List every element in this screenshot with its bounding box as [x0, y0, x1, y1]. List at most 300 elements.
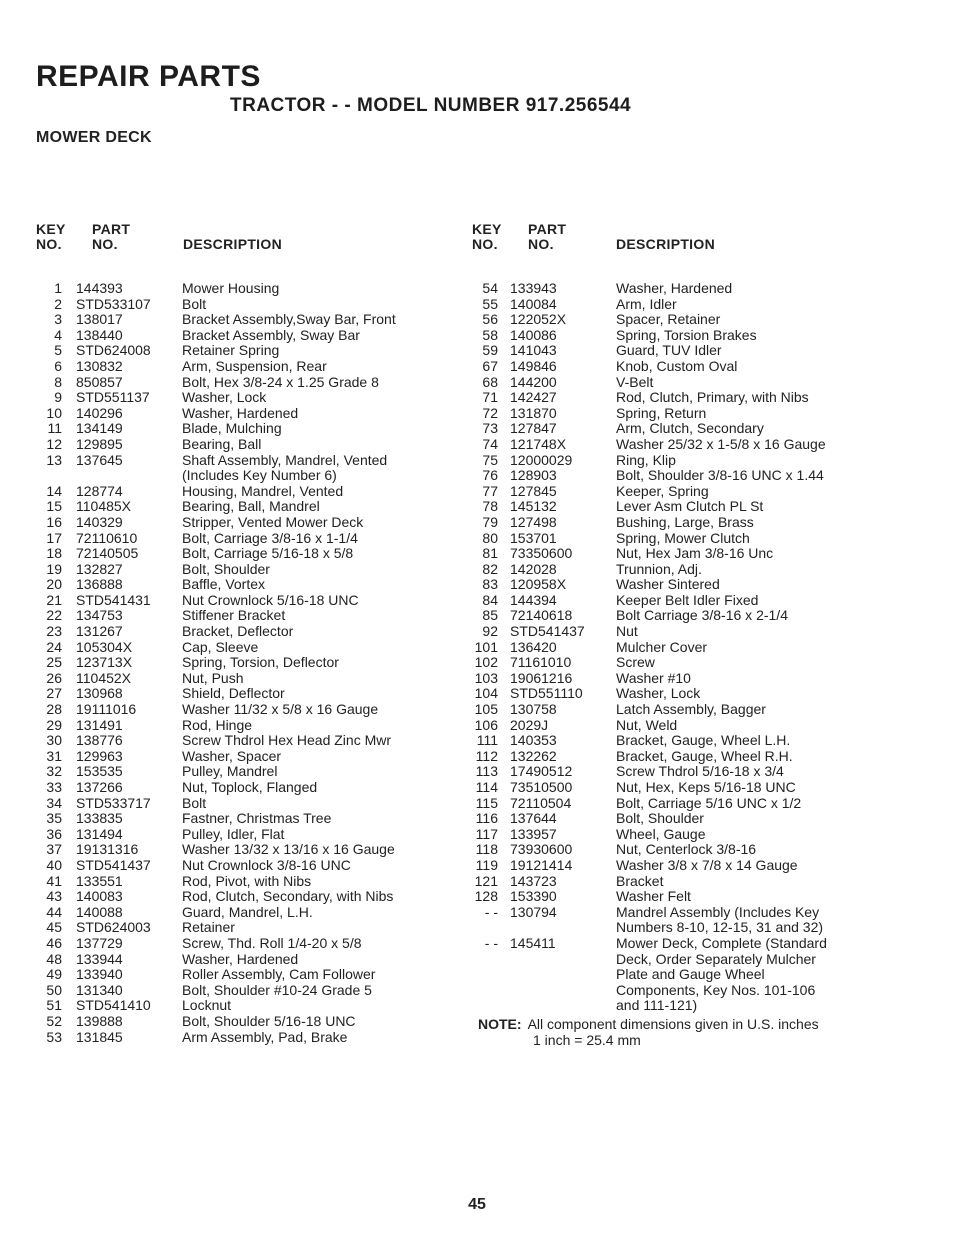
part-number: 133835	[76, 810, 123, 827]
parts-row	[36, 655, 456, 671]
parts-row	[474, 281, 914, 297]
key-number: 14	[46, 482, 62, 499]
parts-row	[36, 858, 456, 874]
key-number: 21	[46, 591, 62, 608]
parts-row	[474, 421, 914, 437]
key-number: 31	[46, 747, 62, 764]
part-description: Retainer	[182, 919, 235, 936]
section-heading: MOWER DECK	[36, 129, 152, 146]
part-description: Bolt, Shoulder	[182, 560, 270, 577]
parts-row	[474, 297, 914, 313]
key-number: 12	[46, 435, 62, 452]
part-number: 19121414	[510, 856, 573, 873]
parts-row	[474, 437, 914, 453]
part-number: 72110504	[510, 794, 572, 811]
part-description: V-Belt	[616, 373, 654, 390]
key-number: 43	[46, 888, 62, 905]
part-number: 153701	[510, 529, 557, 546]
part-number: 145132	[510, 498, 557, 515]
parts-row	[474, 702, 914, 718]
parts-row	[36, 281, 456, 297]
part-description: Washer Felt	[616, 888, 691, 905]
parts-row	[36, 437, 456, 453]
key-number: 81	[482, 545, 498, 562]
part-description: Arm Assembly, Pad, Brake	[182, 1028, 348, 1045]
part-description: Washer 13/32 x 13/16 x 16 Gauge	[182, 841, 395, 858]
key-number: 52	[46, 1012, 62, 1029]
key-number: 23	[46, 623, 62, 640]
part-number: 153390	[510, 888, 557, 905]
part-description: Washer #10	[616, 669, 691, 686]
parts-row	[474, 328, 914, 344]
key-number: 44	[46, 903, 62, 920]
parts-row	[36, 1030, 456, 1046]
part-number: 142427	[510, 389, 557, 406]
page-number: 45	[468, 1196, 486, 1213]
parts-row	[36, 531, 456, 547]
part-number: 134149	[76, 420, 123, 437]
part-number: 138017	[76, 311, 123, 328]
part-description: Nut, Centerlock 3/8-16	[616, 841, 757, 858]
parts-row	[36, 593, 456, 609]
key-number: 22	[46, 607, 62, 624]
part-description: Numbers 8-10, 12-15, 31 and 32)	[616, 919, 824, 936]
key-header-bottom: NO.	[36, 236, 62, 252]
key-number: 113	[475, 763, 498, 780]
parts-row	[36, 546, 456, 562]
part-description: Bolt, Shoulder 3/8-16 UNC x 1.44	[616, 467, 824, 484]
part-number: 19111016	[76, 701, 137, 718]
part-description: Bracket, Deflector	[182, 623, 294, 640]
part-description: Bushing, Large, Brass	[616, 513, 754, 530]
parts-row	[36, 468, 456, 484]
parts-row	[474, 546, 914, 562]
key-number: 29	[46, 716, 62, 733]
part-number: 137729	[76, 934, 123, 951]
key-number: 30	[46, 732, 62, 749]
parts-row	[474, 967, 914, 983]
part-number: 120958X	[510, 576, 567, 593]
part-number: 131267	[76, 623, 123, 640]
parts-row	[474, 952, 914, 968]
key-number: 6	[54, 357, 62, 374]
part-description: Locknut	[182, 997, 232, 1014]
parts-row	[36, 375, 456, 391]
parts-row	[474, 608, 914, 624]
part-number: 110485X	[76, 498, 132, 515]
part-number: 132827	[76, 560, 123, 577]
part-description: Arm, Clutch, Secondary	[616, 420, 764, 437]
key-number: 79	[482, 513, 498, 530]
part-description: Bearing, Ball	[182, 435, 262, 452]
part-description: Bolt, Hex 3/8-24 x 1.25 Grade 8	[182, 373, 379, 390]
part-number: 105304X	[76, 638, 133, 655]
part-header-bottom: NO.	[528, 236, 554, 252]
parts-row	[36, 764, 456, 780]
parts-row	[36, 577, 456, 593]
part-description: Housing, Mandrel, Vented	[182, 482, 344, 499]
parts-row	[36, 998, 456, 1014]
part-number: 19061216	[510, 669, 573, 686]
part-description: Bracket Assembly,Sway Bar, Front	[182, 311, 396, 328]
parts-row	[474, 827, 914, 843]
parts-row	[36, 952, 456, 968]
key-number: 55	[482, 295, 498, 312]
key-number: 50	[46, 981, 62, 998]
part-description: Bolt, Shoulder 5/16-18 UNC	[182, 1012, 356, 1029]
part-description: Washer, Hardened	[182, 404, 299, 421]
key-number: 104	[474, 685, 498, 702]
key-number: 112	[475, 747, 498, 764]
part-description: Washer, Lock	[182, 389, 267, 406]
key-number: 17	[46, 529, 62, 546]
parts-row	[36, 406, 456, 422]
part-description: Washer Sintered	[616, 576, 720, 593]
parts-row	[474, 343, 914, 359]
part-description: Mower Deck, Complete (Standard	[616, 934, 827, 951]
part-number: 136420	[510, 638, 557, 655]
parts-row	[36, 905, 456, 921]
parts-row	[36, 297, 456, 313]
key-number: 106	[474, 716, 498, 733]
left-key-header	[36, 222, 66, 252]
key-number: 46	[46, 934, 62, 951]
page-title: REPAIR PARTS	[36, 60, 261, 93]
key-number: 34	[46, 794, 62, 811]
part-description: Bolt Carriage 3/8-16 x 2-1/4	[616, 607, 788, 624]
key-number: 4	[54, 326, 62, 343]
key-number: 53	[46, 1028, 62, 1045]
key-number: 45	[46, 919, 62, 936]
part-description: Washer, Lock	[616, 685, 701, 702]
part-number: 144394	[510, 591, 557, 608]
left-part-header	[92, 222, 130, 252]
part-number: 12000029	[510, 451, 573, 468]
key-number: 83	[482, 576, 498, 593]
key-number: 115	[475, 794, 498, 811]
part-description: Nut, Weld	[616, 716, 678, 733]
right-parts-list	[474, 281, 914, 1014]
part-description: Bearing, Ball, Mandrel	[182, 498, 320, 515]
part-description: Arm, Idler	[616, 295, 677, 312]
left-description-header: DESCRIPTION	[183, 236, 282, 252]
key-number: 54	[482, 280, 498, 296]
part-description: Roller Assembly, Cam Follower	[182, 966, 376, 983]
key-number: 24	[46, 638, 62, 655]
parts-row	[36, 811, 456, 827]
part-description: Washer, Spacer	[182, 747, 282, 764]
key-number: 18	[46, 545, 62, 562]
key-number: 72	[482, 404, 498, 421]
key-number: 101	[474, 638, 498, 655]
key-header-top: KEY	[472, 221, 502, 237]
part-number: 73930600	[510, 841, 573, 858]
part-number: 123713X	[76, 654, 133, 671]
part-description: Latch Assembly, Bagger	[616, 701, 766, 718]
key-number: 58	[482, 326, 498, 343]
key-number: 2	[54, 295, 62, 312]
parts-row	[474, 796, 914, 812]
part-description: Bolt, Carriage 5/16-18 x 5/8	[182, 545, 354, 562]
part-description: Nut, Toplock, Flanged	[182, 779, 318, 795]
parts-row	[36, 889, 456, 905]
key-number: 37	[46, 841, 62, 858]
part-number: 73510500	[510, 779, 573, 795]
part-number: 139888	[76, 1012, 123, 1029]
key-number: 11	[47, 420, 62, 437]
parts-row	[474, 593, 914, 609]
part-number: 140086	[510, 326, 557, 343]
part-description: Deck, Order Separately Mulcher	[616, 950, 816, 967]
part-number: 17490512	[510, 763, 573, 780]
key-number: 80	[482, 529, 498, 546]
parts-row	[36, 484, 456, 500]
part-number: 130832	[76, 357, 123, 374]
part-description: Nut, Hex, Keps 5/16-18 UNC	[616, 779, 796, 795]
part-number: 142028	[510, 560, 557, 577]
part-description: Retainer Spring	[182, 342, 280, 359]
part-number: 131491	[76, 716, 123, 733]
part-number: 129895	[76, 435, 123, 452]
part-number: 133551	[76, 872, 123, 889]
part-description: Rod, Clutch, Primary, with Nibs	[616, 389, 809, 406]
part-number: STD541410	[76, 997, 151, 1014]
part-number: 19131316	[76, 841, 139, 858]
part-description: Screw, Thd. Roll 1/4-20 x 5/8	[182, 934, 362, 951]
part-description: Rod, Clutch, Secondary, with Nibs	[182, 888, 394, 905]
part-number: 130968	[76, 685, 123, 702]
key-number: 59	[482, 342, 498, 359]
right-key-header	[472, 222, 502, 252]
part-description: Knob, Custom Oval	[616, 357, 738, 374]
part-number: 137644	[510, 810, 557, 827]
part-number: 72140618	[510, 607, 573, 624]
parts-row	[474, 655, 914, 671]
parts-row	[36, 749, 456, 765]
part-description: Washer 11/32 x 5/8 x 16 Gauge	[182, 701, 379, 718]
parts-row	[474, 842, 914, 858]
parts-row	[36, 1014, 456, 1030]
part-number: 129963	[76, 747, 123, 764]
part-number: 140329	[76, 513, 123, 530]
key-number: 85	[482, 607, 498, 624]
note-line-1: All component dimensions given in U.S. inches	[527, 1016, 819, 1032]
part-description: Rod, Hinge	[182, 716, 253, 733]
part-description: Components, Key Nos. 101-106	[616, 981, 816, 998]
key-number: 103	[474, 669, 498, 686]
key-number: 1	[54, 280, 62, 296]
part-description: Nut, Push	[182, 669, 244, 686]
part-description: Bolt, Shoulder	[616, 810, 704, 827]
part-description: Washer, Hardened	[182, 950, 299, 967]
key-number: 10	[46, 404, 62, 421]
part-description: Spring, Torsion Brakes	[616, 326, 757, 343]
key-number: 5	[54, 342, 62, 359]
parts-row	[474, 468, 914, 484]
parts-row	[474, 499, 914, 515]
part-description: Nut Crownlock 3/8-16 UNC	[182, 856, 351, 873]
key-number: 105	[474, 701, 498, 718]
part-number: 128903	[510, 467, 557, 484]
part-number: 149846	[510, 357, 557, 374]
part-number: STD541437	[76, 856, 151, 873]
parts-row	[474, 484, 914, 500]
part-number: 127845	[510, 482, 557, 499]
part-number: STD541431	[76, 591, 151, 608]
parts-row	[36, 499, 456, 515]
key-number: 19	[46, 560, 62, 577]
parts-row	[474, 889, 914, 905]
note-line-2: 1 inch = 25.4 mm	[533, 1031, 641, 1048]
key-number: 25	[46, 654, 62, 671]
key-number: 41	[46, 872, 62, 889]
parts-row	[36, 515, 456, 531]
part-number: 140084	[510, 295, 557, 312]
part-header-top: PART	[92, 221, 131, 237]
parts-row	[36, 874, 456, 890]
key-number: 67	[482, 357, 498, 374]
parts-row	[474, 515, 914, 531]
part-description: Spring, Mower Clutch	[616, 529, 750, 546]
key-header-top: KEY	[36, 221, 66, 237]
part-description: Bolt, Carriage 3/8-16 x 1-1/4	[182, 529, 358, 546]
parts-row	[36, 686, 456, 702]
key-number: 40	[46, 856, 62, 873]
parts-row	[474, 936, 914, 952]
part-description: Pulley, Mandrel	[182, 763, 278, 780]
part-description: Bracket, Gauge, Wheel L.H.	[616, 732, 791, 749]
parts-row	[36, 359, 456, 375]
parts-row	[36, 624, 456, 640]
part-description: Washer 25/32 x 1-5/8 x 16 Gauge	[616, 435, 826, 452]
part-header-top: PART	[528, 221, 567, 237]
part-number: 144393	[76, 280, 123, 296]
parts-row	[474, 577, 914, 593]
parts-row	[474, 749, 914, 765]
key-number: 116	[475, 810, 498, 827]
parts-row	[474, 562, 914, 578]
parts-row	[36, 967, 456, 983]
part-description: Screw Thdrol 5/16-18 x 3/4	[616, 763, 784, 780]
part-description: Rod, Pivot, with Nibs	[182, 872, 312, 889]
part-number: STD551137	[76, 389, 150, 406]
part-number: 137266	[76, 779, 123, 795]
parts-row	[36, 936, 456, 952]
key-number: - -	[484, 903, 498, 920]
part-number: 131494	[76, 825, 123, 842]
part-description: Baffle, Vortex	[182, 576, 266, 593]
parts-row	[474, 858, 914, 874]
part-description: Bracket Assembly, Sway Bar	[182, 326, 360, 343]
part-description: Lever Asm Clutch PL St	[616, 498, 764, 515]
part-description: Spring, Return	[616, 404, 707, 421]
part-number: 2029J	[510, 716, 549, 733]
part-description: Mower Housing	[182, 280, 280, 296]
key-number: 16	[46, 513, 62, 530]
part-number: 71161010	[510, 654, 572, 671]
parts-row	[36, 702, 456, 718]
part-number: 131340	[76, 981, 123, 998]
key-number: 74	[482, 435, 498, 452]
model-subtitle: TRACTOR - - MODEL NUMBER 917.256544	[230, 95, 632, 116]
key-number: 92	[482, 623, 498, 640]
part-number: 144200	[510, 373, 557, 390]
part-number: 134753	[76, 607, 123, 624]
part-description: Washer, Hardened	[616, 280, 733, 296]
part-number: 133943	[510, 280, 557, 296]
part-description: Bracket, Gauge, Wheel R.H.	[616, 747, 793, 764]
parts-row	[36, 733, 456, 749]
key-number: 121	[474, 872, 498, 889]
key-number: 51	[46, 997, 62, 1014]
part-description: Nut	[616, 623, 638, 640]
key-number: 111	[476, 732, 498, 749]
key-header-bottom: NO.	[472, 236, 498, 252]
key-number: 73	[482, 420, 498, 437]
parts-row	[36, 842, 456, 858]
parts-row	[474, 390, 914, 406]
part-description: Bracket	[616, 872, 664, 889]
key-number: 77	[482, 482, 498, 499]
parts-row	[474, 640, 914, 656]
part-description: Plate and Gauge Wheel	[616, 966, 765, 983]
part-description: Bolt, Carriage 5/16 UNC x 1/2	[616, 794, 802, 811]
right-part-header	[528, 222, 566, 252]
parts-row	[36, 827, 456, 843]
parts-row	[36, 640, 456, 656]
key-number: 117	[475, 825, 498, 842]
part-number: 73350600	[510, 545, 573, 562]
key-number: 71	[482, 389, 498, 406]
part-description: Keeper, Spring	[616, 482, 709, 499]
key-number: 49	[46, 966, 62, 983]
part-description: Mandrel Assembly (Includes Key	[616, 903, 820, 920]
part-description: Screw Thdrol Hex Head Zinc Mwr	[182, 732, 392, 749]
part-description: Ring, Klip	[616, 451, 676, 468]
part-number: 138776	[76, 732, 123, 749]
key-number: 8	[54, 373, 62, 390]
part-description: Nut, Hex Jam 3/8-16 Unc	[616, 545, 774, 562]
part-description: Mulcher Cover	[616, 638, 708, 655]
key-number: 75	[482, 451, 498, 468]
part-number: 138440	[76, 326, 123, 343]
parts-row	[36, 390, 456, 406]
parts-row	[474, 375, 914, 391]
part-number: 132262	[510, 747, 557, 764]
note	[478, 1017, 819, 1048]
parts-row	[474, 671, 914, 687]
part-description: Bolt	[182, 295, 207, 312]
parts-row	[474, 998, 914, 1014]
part-number: STD541437	[510, 623, 585, 640]
parts-row	[474, 733, 914, 749]
key-number: 128	[474, 888, 498, 905]
part-number: 143723	[510, 872, 557, 889]
part-number: 153535	[76, 763, 123, 780]
key-number: 27	[46, 685, 62, 702]
key-number: 26	[46, 669, 62, 686]
parts-row	[474, 905, 914, 921]
part-description: Bolt	[182, 794, 207, 811]
key-number: 32	[46, 763, 62, 780]
parts-row	[474, 686, 914, 702]
part-number: 127498	[510, 513, 557, 530]
part-number: 127847	[510, 420, 557, 437]
part-description: Bolt, Shoulder #10-24 Grade 5	[182, 981, 372, 998]
part-number: 72140505	[76, 545, 139, 562]
parts-row	[36, 453, 456, 469]
left-parts-list	[36, 281, 456, 1045]
